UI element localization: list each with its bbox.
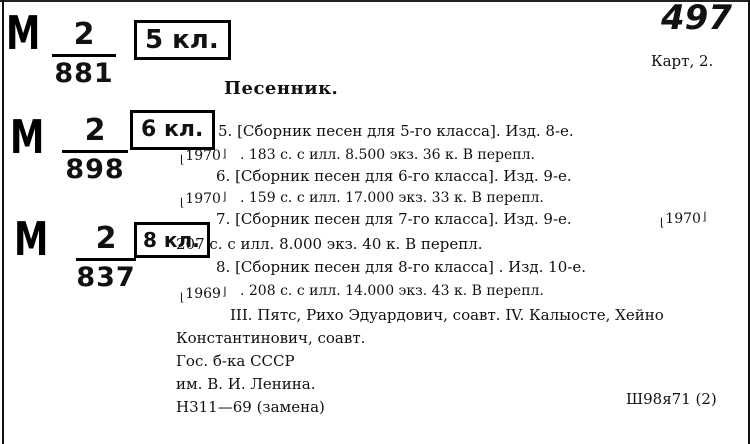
shelf-code: Ш98я71 (2) (626, 390, 717, 408)
fraction-bar-2 (62, 150, 128, 153)
shelf-letter-1: М (6, 6, 41, 60)
card-title: Песенник. (224, 78, 339, 99)
fraction-denominator-3: 837 (76, 262, 136, 293)
shelf-fraction-1 (52, 18, 116, 89)
shelf-letter-3: М (14, 212, 49, 266)
shelf-fraction-2 (62, 114, 128, 185)
card-top-edge (0, 0, 750, 2)
corner-mark: 497 (661, 0, 732, 38)
class-note-2: 6 кл. (130, 110, 209, 150)
class-note-1: 5 кл. (134, 20, 225, 60)
entry-7-details: 207 с. с илл. 8.000 экз. 40 к. В перепл. (176, 235, 483, 253)
fraction-numerator-2: 2 (84, 113, 106, 148)
library-dedication: им. В. И. Ленина. (176, 375, 316, 393)
fraction-bar-3 (76, 258, 136, 261)
entry-8-year: ⌊ 1969 ⌋ (180, 285, 226, 304)
fraction-denominator-2: 898 (65, 154, 125, 185)
shelf-letter-2: М (10, 110, 45, 164)
entry-6-title: 6. [Сборник песен для 6-го класса]. Изд. 9-е. (216, 167, 572, 185)
entry-8-details: . 208 с. с илл. 14.000 экз. 43 к. В перепл. (240, 283, 544, 299)
entry-5-title: 5. [Сборник песен для 5-го класса]. Изд. 8-е. (218, 122, 574, 140)
entry-5-year: ⌊ 1970 ⌋ (180, 147, 226, 166)
entry-6-year: ⌊ 1970 ⌋ (180, 190, 226, 209)
entry-8-title: 8. [Сборник песен для 8-го класса] . Изд. 10-е. (216, 258, 586, 276)
credits-line-1: III. Пятс, Рихо Эдуардович, соавт. IV. Калыосте, Хейно (230, 306, 664, 324)
entry-7-year: ⌊ 1970 ⌋ (660, 210, 706, 229)
fraction-bar-1 (52, 54, 116, 57)
class-note-3: 8 кл. (134, 222, 204, 258)
fraction-denominator-1: 881 (54, 58, 114, 89)
fraction-numerator-1: 2 (73, 17, 95, 52)
shelf-fraction-3 (76, 222, 136, 293)
card-number: Карт, 2. (651, 52, 714, 70)
library-name: Гос. б-ка СССР (176, 352, 295, 370)
entry-5-details: . 183 с. с илл. 8.500 экз. 36 к. В перепл. (240, 147, 535, 163)
entry-7-title: 7. [Сборник песен для 7-го класса]. Изд. 9-е. (216, 210, 572, 228)
card-code: Н311—69 (замена) (176, 398, 325, 416)
entry-6-details: . 159 с. с илл. 17.000 экз. 33 к. В перепл. (240, 190, 544, 206)
credits-line-2: Константинович, соавт. (176, 329, 366, 347)
card-left-edge (2, 0, 4, 444)
fraction-numerator-3: 2 (95, 221, 117, 256)
